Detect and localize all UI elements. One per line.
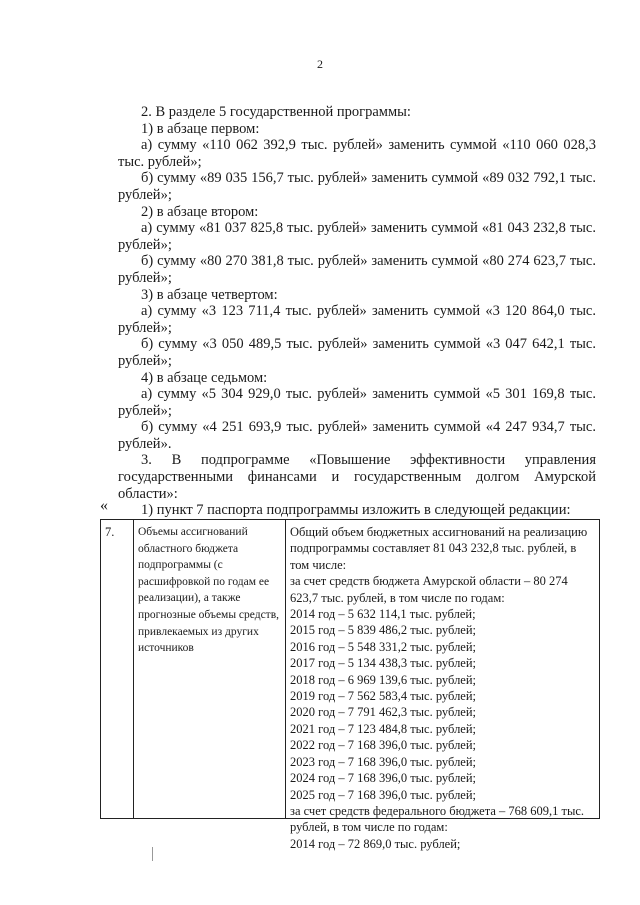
row-number-cell: 7. <box>101 520 134 818</box>
content-line: 2024 год – 7 168 396,0 тыс. рублей; <box>290 771 477 786</box>
amendment-text <box>118 104 596 519</box>
content-line: 2014 год – 5 632 114,1 тыс. рублей; <box>290 607 476 622</box>
content-line: 2021 год – 7 123 484,8 тыс. рублей; <box>290 721 477 736</box>
content-line: 2020 год – 7 791 462,3 тыс. рублей; <box>290 705 477 720</box>
content-line: 2022 год – 7 168 396,0 тыс. рублей; <box>290 738 477 753</box>
content-intro: Общий объем бюджетных ассигнований на реализацию подпрограммы составляет 81 043 232,8 тыс. рублей, в том числе: <box>290 525 588 572</box>
description-cell: Объемы ассигнований областного бюджета подпрограммы (с расшифровкой по годам ее реализации), а также прогнозные объемы средств, привлекаемых из других источников <box>134 520 286 818</box>
content-line: 2025 год – 7 168 396,0 тыс. рублей; <box>290 787 477 802</box>
content-line: 2017 год – 5 134 438,3 тыс. рублей; <box>290 656 477 671</box>
scan-mark <box>152 847 153 861</box>
open-quote: « <box>100 497 108 514</box>
paragraph: 1) пункт 7 паспорта подпрограммы изложить в следующей редакции: <box>141 502 571 519</box>
paragraph: 2) в абзаце втором: <box>141 203 259 220</box>
paragraph: 3. В подпрограмме «Повышение эффективности управления государственными финансами и государственным долгом Амурской области»: <box>118 452 596 502</box>
paragraph: 2. В разделе 5 государственной программы: <box>141 104 411 120</box>
content-line: за счет средств бюджета Амурской области – 80 274 <box>290 574 568 589</box>
page-number: 2 <box>317 57 323 71</box>
content-line: 2023 год – 7 168 396,0 тыс. рублей; <box>290 754 477 769</box>
content-cell <box>286 520 599 851</box>
paragraph: 4) в абзаце седьмом: <box>141 369 268 386</box>
content-line: за счет средств федерального бюджета – 768 609,1 тыс. <box>290 803 585 818</box>
content-line: рублей, в том числе по годам: <box>290 820 448 835</box>
paragraph: б) сумму «3 050 489,5 тыс. рублей» заменить суммой «3 047 642,1 тыс. рублей»; <box>118 336 596 369</box>
content-line: 623,7 тыс. рублей, в том числе по годам: <box>290 590 505 605</box>
paragraph: а) сумму «5 304 929,0 тыс. рублей» заменить суммой «5 301 169,8 тыс. рублей»; <box>118 386 596 419</box>
paragraph: а) сумму «110 062 392,9 тыс. рублей» заменить суммой «110 060 028,3 тыс. рублей»; <box>118 137 596 170</box>
content-line: 2015 год – 5 839 486,2 тыс. рублей; <box>290 623 477 638</box>
content-line: 2019 год – 7 562 583,4 тыс. рублей; <box>290 689 477 704</box>
content-line: 2014 год – 72 869,0 тыс. рублей; <box>290 836 461 851</box>
content-line: 2018 год – 6 969 139,6 тыс. рублей; <box>290 672 477 687</box>
paragraph: а) сумму «81 037 825,8 тыс. рублей» заменить суммой «81 043 232,8 тыс. рублей»; <box>118 220 596 253</box>
paragraph: 1) в абзаце первом: <box>141 120 260 137</box>
paragraph: б) сумму «4 251 693,9 тыс. рублей» заменить суммой «4 247 934,7 тыс. рублей». <box>118 419 596 452</box>
content-line: 2016 год – 5 548 331,2 тыс. рублей; <box>290 639 477 654</box>
paragraph: 3) в абзаце четвертом: <box>141 286 278 303</box>
paragraph: б) сумму «89 035 156,7 тыс. рублей» заменить суммой «89 032 792,1 тыс. рублей»; <box>118 170 596 203</box>
paragraph: а) сумму «3 123 711,4 тыс. рублей» заменить суммой «3 120 864,0 тыс. рублей»; <box>118 303 596 336</box>
paragraph: б) сумму «80 270 381,8 тыс. рублей» заменить суммой «80 274 623,7 тыс. рублей»; <box>118 253 596 286</box>
passport-table <box>100 519 600 851</box>
